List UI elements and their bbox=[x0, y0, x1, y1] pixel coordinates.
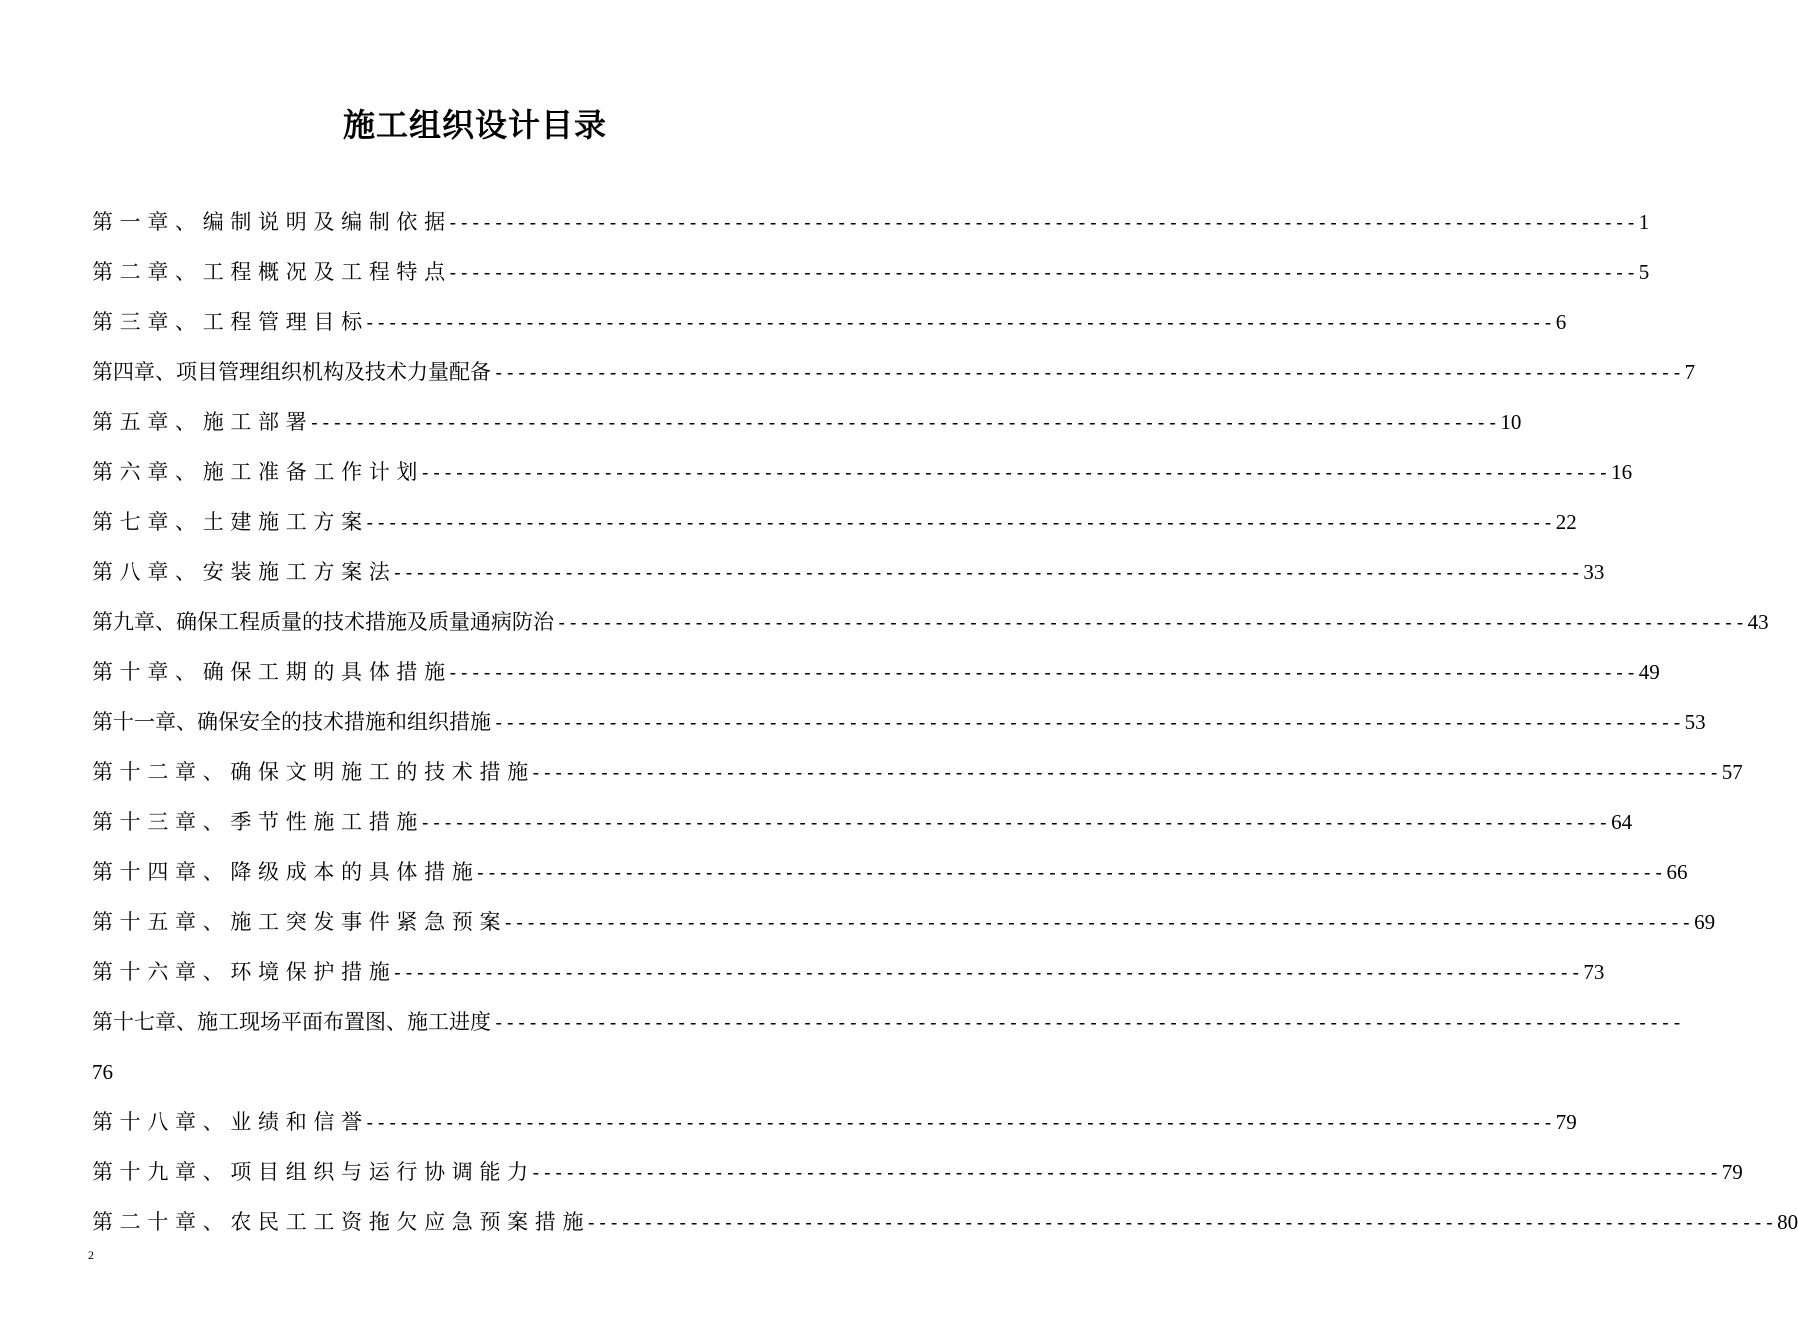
dot-leader: -------------------------------------------------------------------------------------------------------- bbox=[391, 962, 1582, 984]
toc-entry[interactable] bbox=[92, 1100, 1577, 1150]
toc-entry[interactable] bbox=[92, 650, 1660, 700]
toc-entry-label: 第 十 四 章 、 降 级 成 本 的 具 体 措 施 bbox=[92, 860, 473, 884]
toc-entry[interactable] bbox=[92, 200, 1650, 250]
toc-entry[interactable] bbox=[92, 1000, 1683, 1050]
dot-leader: -------------------------------------------------------------------------------------------------------- bbox=[530, 762, 1720, 784]
toc-entry-label: 第四章、项目管理组织机构及技术力量配备 bbox=[92, 360, 491, 384]
toc-entry-label: 第九章、确保工程质量的技术措施及质量通病防治 bbox=[92, 610, 554, 634]
toc-entry-label: 第 十 八 章 、 业 绩 和 信 誉 bbox=[92, 1110, 363, 1134]
dot-leader: -------------------------------------------------------------------------------------------------------- bbox=[530, 1162, 1720, 1184]
toc-entry-page: 22 bbox=[1555, 510, 1577, 534]
toc-entry[interactable] bbox=[92, 450, 1633, 500]
toc-entry-page: 33 bbox=[1583, 560, 1605, 584]
dot-leader: -------------------------------------------------------------------------------------------------------- bbox=[391, 562, 1582, 584]
toc-entry-page: 76 bbox=[92, 1060, 113, 1084]
toc-entry-label: 第 五 章 、 施 工 部 署 bbox=[92, 410, 307, 434]
toc-entry-page: 16 bbox=[1611, 460, 1633, 484]
toc-entry-label: 第 八 章 、 安 装 施 工 方 案 法 bbox=[92, 560, 390, 584]
toc-entry-label: 第 二 章 、 工 程 概 况 及 工 程 特 点 bbox=[92, 260, 446, 284]
dot-leader: -------------------------------------------------------------------------------------------------------- bbox=[419, 812, 1610, 834]
toc-entry-page: 80 bbox=[1777, 1210, 1798, 1234]
toc-entry-label: 第 一 章 、 编 制 说 明 及 编 制 依 据 bbox=[92, 210, 446, 234]
toc-entry-label: 第 十 三 章 、 季 节 性 施 工 措 施 bbox=[92, 810, 418, 834]
footer-page-number: 2 bbox=[88, 1248, 94, 1262]
toc-entry[interactable] bbox=[92, 750, 1743, 800]
table-of-contents bbox=[92, 200, 1798, 1250]
toc-entry[interactable] bbox=[92, 700, 1706, 750]
toc-entry-page: 73 bbox=[1583, 960, 1605, 984]
dot-leader: -------------------------------------------------------------------------------------------------------- bbox=[364, 512, 1554, 534]
toc-entry-page: 7 bbox=[1684, 360, 1696, 384]
page-title: 施工组织设计目录 bbox=[342, 106, 607, 144]
toc-entry[interactable] bbox=[92, 1150, 1743, 1200]
toc-entry-label: 第 三 章 、 工 程 管 理 目 标 bbox=[92, 310, 363, 334]
dot-leader: -------------------------------------------------------------------------------------------------------- bbox=[447, 662, 1637, 684]
toc-entry-page: 6 bbox=[1555, 310, 1567, 334]
toc-entry[interactable] bbox=[92, 300, 1567, 350]
toc-entry-page: 66 bbox=[1666, 860, 1688, 884]
toc-entry-label: 第 十 章 、 确 保 工 期 的 具 体 措 施 bbox=[92, 660, 446, 684]
toc-entry-label: 第十七章、施工现场平面布置图、施工进度 bbox=[92, 1010, 491, 1034]
toc-entry-label: 第 十 二 章 、 确 保 文 明 施 工 的 技 术 措 施 bbox=[92, 760, 529, 784]
toc-entry-page: 1 bbox=[1638, 210, 1650, 234]
dot-leader: -------------------------------------------------------------------------------------------------------- bbox=[308, 412, 1499, 434]
toc-entry[interactable] bbox=[92, 950, 1605, 1000]
dot-leader: -------------------------------------------------------------------------------------------------------- bbox=[447, 212, 1637, 234]
dot-leader: -------------------------------------------------------------------------------------------------------- bbox=[447, 262, 1637, 284]
toc-entry[interactable] bbox=[92, 500, 1577, 550]
toc-entry[interactable] bbox=[92, 250, 1650, 300]
toc-entry[interactable] bbox=[92, 900, 1716, 950]
toc-entry-page: 64 bbox=[1611, 810, 1633, 834]
toc-entry-page: 53 bbox=[1684, 710, 1706, 734]
toc-entry-label: 第 七 章 、 土 建 施 工 方 案 bbox=[92, 510, 363, 534]
toc-entry[interactable] bbox=[92, 550, 1605, 600]
toc-entry[interactable] bbox=[92, 850, 1688, 900]
toc-entry-label: 第 十 九 章 、 项 目 组 织 与 运 行 协 调 能 力 bbox=[92, 1160, 529, 1184]
toc-entry-label: 第 十 五 章 、 施 工 突 发 事 件 紧 急 预 案 bbox=[92, 910, 501, 934]
dot-leader: -------------------------------------------------------------------------------------------------------- bbox=[364, 1112, 1554, 1134]
toc-entry-page: 69 bbox=[1694, 910, 1716, 934]
toc-entry-page: 57 bbox=[1721, 760, 1743, 784]
dot-leader: -------------------------------------------------------------------------------------------------------- bbox=[502, 912, 1693, 934]
dot-leader: -------------------------------------------------------------------------------------------------------- bbox=[419, 462, 1610, 484]
toc-entry-page: 43 bbox=[1747, 610, 1769, 634]
dot-leader: -------------------------------------------------------------------------------------------------------- bbox=[474, 862, 1665, 884]
toc-entry-page: 49 bbox=[1638, 660, 1660, 684]
toc-entry-label: 第十一章、确保安全的技术措施和组织措施 bbox=[92, 710, 491, 734]
dot-leader: -------------------------------------------------------------------------------------------------------- bbox=[493, 1012, 1683, 1034]
dot-leader: -------------------------------------------------------------------------------------------------------- bbox=[364, 312, 1554, 334]
toc-entry-page: 79 bbox=[1555, 1110, 1577, 1134]
toc-entry[interactable] bbox=[92, 1200, 1798, 1250]
dot-leader: -------------------------------------------------------------------------------------------------------- bbox=[493, 712, 1683, 734]
toc-entry[interactable] bbox=[92, 600, 1769, 650]
dot-leader: -------------------------------------------------------------------------------------------------------- bbox=[556, 612, 1746, 634]
toc-entry[interactable] bbox=[92, 350, 1696, 400]
dot-leader: -------------------------------------------------------------------------------------------------------- bbox=[493, 362, 1683, 384]
toc-entry-label: 第 十 六 章 、 环 境 保 护 措 施 bbox=[92, 960, 390, 984]
dot-leader: -------------------------------------------------------------------------------------------------------- bbox=[585, 1212, 1776, 1234]
toc-entry-label: 第 二 十 章 、 农 民 工 工 资 拖 欠 应 急 预 案 措 施 bbox=[92, 1210, 584, 1234]
toc-entry-page: 10 bbox=[1500, 410, 1522, 434]
toc-entry[interactable] bbox=[92, 800, 1633, 850]
toc-entry[interactable] bbox=[92, 400, 1522, 450]
toc-entry-label: 第 六 章 、 施 工 准 备 工 作 计 划 bbox=[92, 460, 418, 484]
toc-entry-page: 79 bbox=[1721, 1160, 1743, 1184]
toc-entry-page: 5 bbox=[1638, 260, 1650, 284]
